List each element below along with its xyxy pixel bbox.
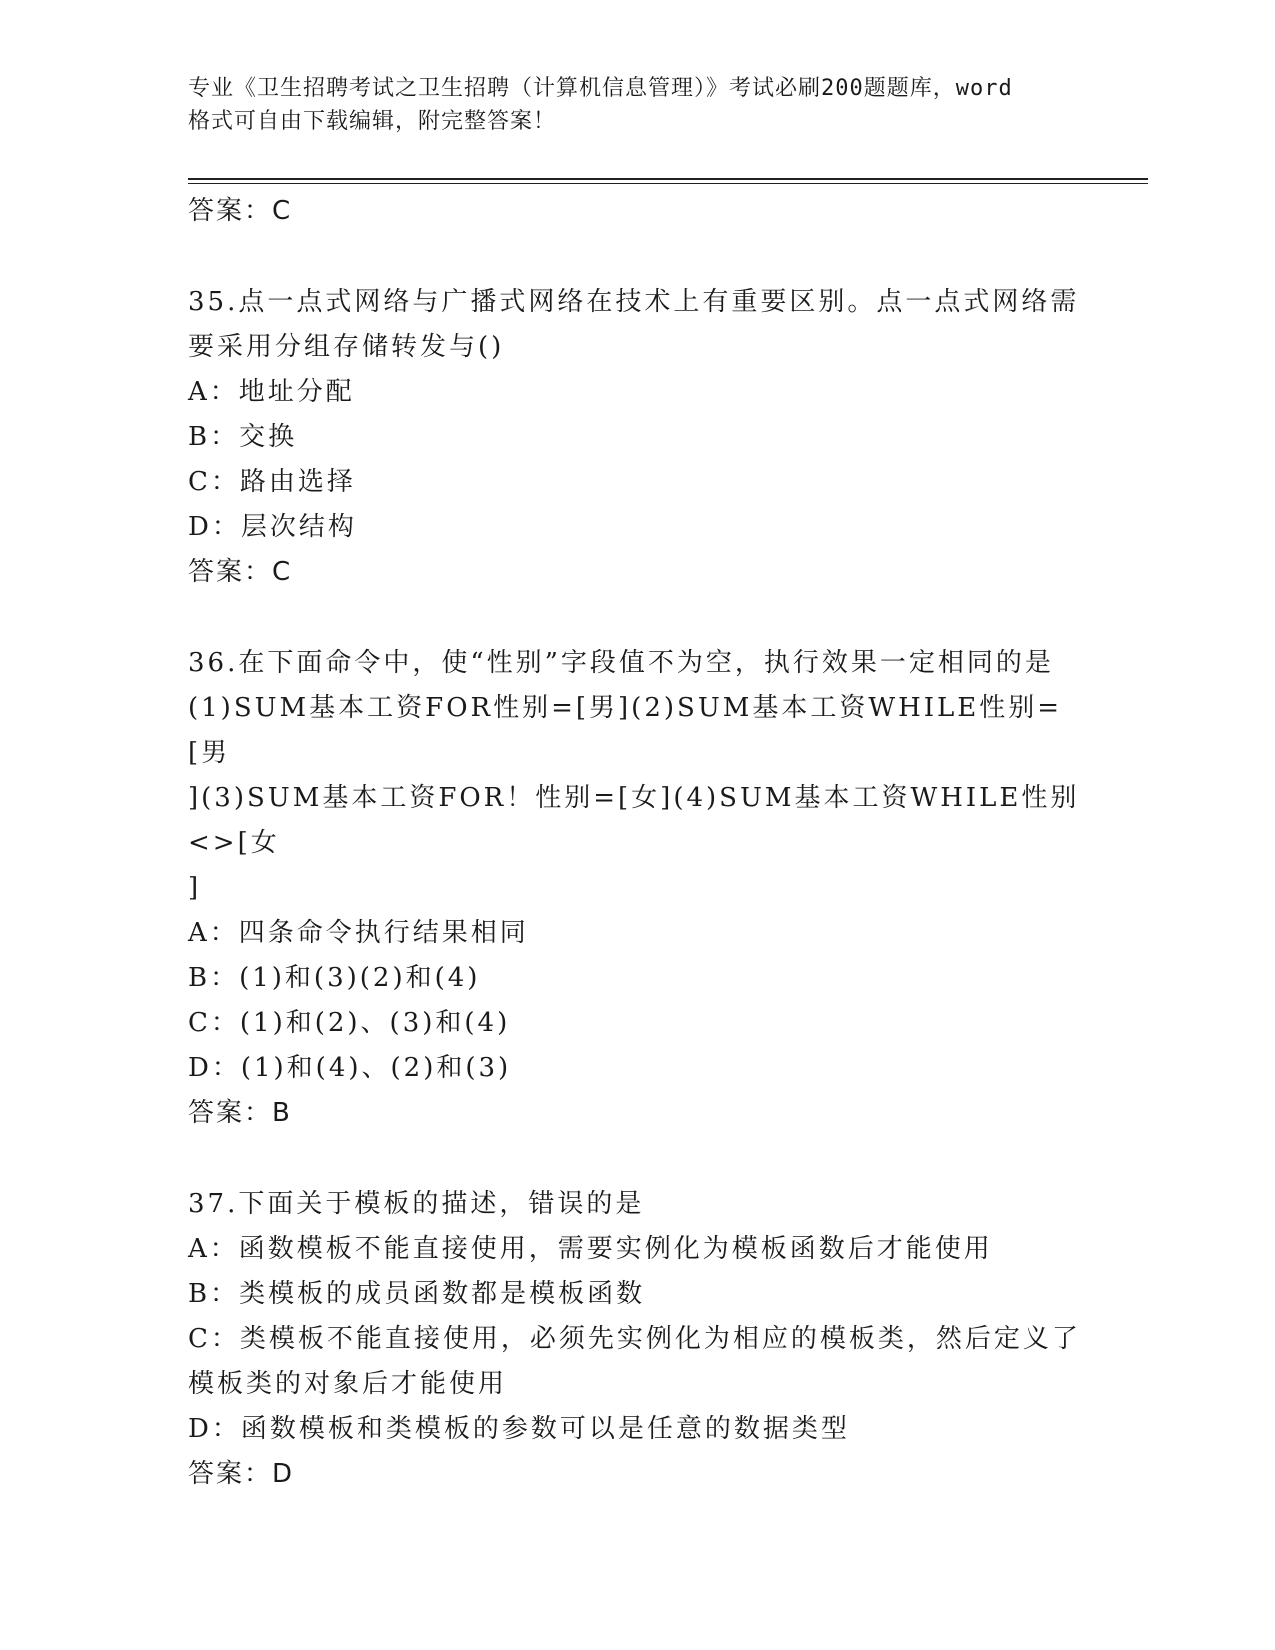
question-stem-line: 35.点一点式网络与广播式网络在技术上有重要区别。点一点式网络需 bbox=[188, 287, 1080, 317]
question-stem-line: 要采用分组存储转发与() bbox=[188, 332, 505, 362]
option-c: C：(1)和(2)、(3)和(4) bbox=[188, 1008, 511, 1038]
option-c: C：路由选择 bbox=[188, 467, 356, 497]
question-36 bbox=[188, 641, 1088, 1135]
option-c: C：类模板不能直接使用，必须先实例化为相应的模板类，然后定义了 模板类的对象后才能使用 bbox=[188, 1324, 1081, 1399]
answer-line: 答案：D bbox=[188, 1459, 295, 1489]
question-37 bbox=[188, 1182, 1088, 1496]
option-a: A：函数模板不能直接使用，需要实例化为模板函数后才能使用 bbox=[188, 1234, 993, 1264]
question-stem-line: (1)SUM基本工资FOR性别=[男](2)SUM基本工资WHILE性别=[男 bbox=[188, 693, 1063, 768]
option-b: B：类模板的成员函数都是模板函数 bbox=[188, 1279, 646, 1309]
option-b: B：(1)和(3)(2)和(4) bbox=[188, 963, 481, 993]
answer-line: 答案：C bbox=[188, 557, 293, 587]
question-stem-line: 37.下面关于模板的描述，错误的是 bbox=[188, 1189, 645, 1219]
option-d: D：(1)和(4)、(2)和(3) bbox=[188, 1053, 512, 1083]
question-list bbox=[188, 189, 1088, 1496]
question-stem-line: ](3)SUM基本工资FOR！性别=[女](4)SUM基本工资WHILE性别<>[女 bbox=[188, 783, 1080, 858]
question-stem-line: 36.在下面命令中，使“性别”字段值不为空，执行效果一定相同的是 bbox=[188, 648, 1054, 678]
option-b: B：交换 bbox=[188, 422, 298, 452]
option-a: A：地址分配 bbox=[188, 377, 355, 407]
document-header bbox=[188, 72, 1088, 138]
question-stem-line: ] bbox=[188, 873, 202, 903]
header-line-2: 格式可自由下载编辑，附完整答案！ bbox=[188, 109, 557, 134]
header-line-1: 专业《卫生招聘考试之卫生招聘（计算机信息管理）》考试必刷200题题库，word bbox=[188, 76, 1013, 101]
header-rule-thick bbox=[188, 178, 1148, 180]
option-d: D：层次结构 bbox=[188, 512, 357, 542]
header-rule-thin bbox=[188, 183, 1148, 184]
answer-line: 答案：C bbox=[188, 196, 293, 226]
option-d: D：函数模板和类模板的参数可以是任意的数据类型 bbox=[188, 1414, 850, 1444]
question-35 bbox=[188, 280, 1088, 594]
answer-line: 答案：B bbox=[188, 1098, 292, 1128]
option-a: A：四条命令执行结果相同 bbox=[188, 918, 529, 948]
